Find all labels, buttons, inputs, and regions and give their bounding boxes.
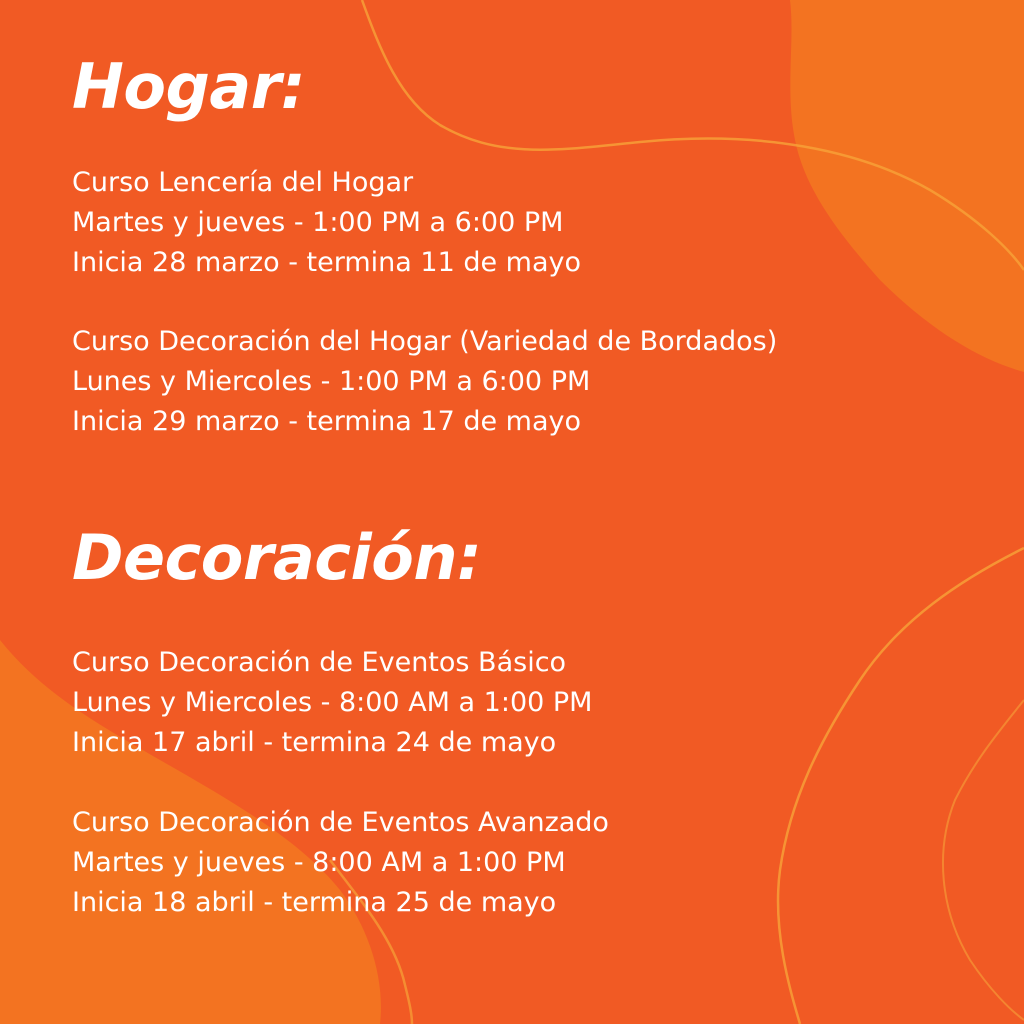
course-block <box>72 643 592 763</box>
course-schedule: Martes y jueves - 8:00 AM a 1:00 PM <box>72 847 566 878</box>
course-dates: Inicia 17 abril - termina 24 de mayo <box>72 727 557 758</box>
course-dates: Inicia 18 abril - termina 25 de mayo <box>72 887 557 918</box>
course-block <box>72 803 609 923</box>
course-dates: Inicia 29 marzo - termina 17 de mayo <box>72 406 582 437</box>
section-title-decoracion: Decoración: <box>72 521 482 594</box>
course-name: Curso Lencería del Hogar <box>72 167 414 198</box>
course-dates: Inicia 28 marzo - termina 11 de mayo <box>72 247 582 278</box>
course-schedule: Lunes y Miercoles - 8:00 AM a 1:00 PM <box>72 687 593 718</box>
section-title-hogar: Hogar: <box>72 50 306 123</box>
course-name: Curso Decoración de Eventos Básico <box>72 647 567 678</box>
course-name: Curso Decoración de Eventos Avanzado <box>72 807 609 838</box>
course-schedule: Lunes y Miercoles - 1:00 PM a 6:00 PM <box>72 366 591 397</box>
course-block <box>72 322 777 442</box>
course-name: Curso Decoración del Hogar (Variedad de Bordados) <box>72 326 778 357</box>
course-block <box>72 163 581 283</box>
course-schedule: Martes y jueves - 1:00 PM a 6:00 PM <box>72 207 564 238</box>
